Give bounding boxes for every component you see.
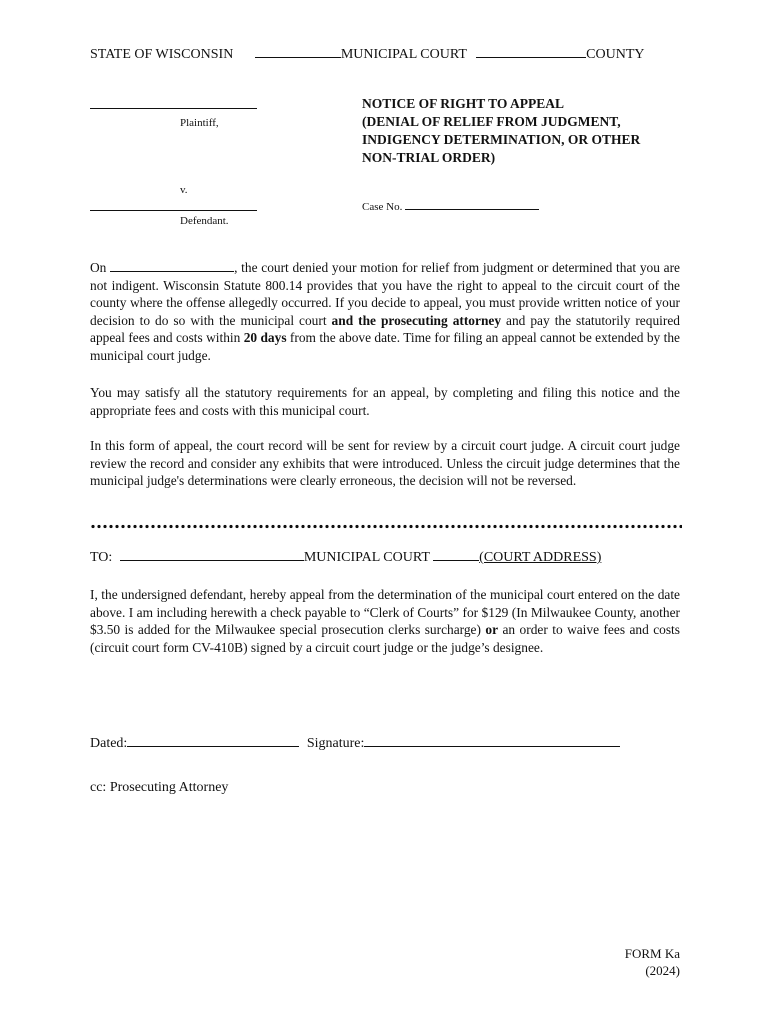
paragraph4-text-b: an order to waive fees and costs (circuit court form CV-410B) signed by a circuit court judge or the judge’s designee.	[90, 622, 680, 655]
title-line-4: NON-TRIAL ORDER)	[362, 150, 496, 165]
decision-date-blank[interactable]	[110, 271, 234, 272]
to-line	[90, 550, 601, 566]
signature-label: Signature:	[306, 736, 365, 751]
form-id: FORM Ka	[624, 946, 680, 961]
versus-label: v.	[180, 184, 188, 196]
form-footer	[625, 945, 680, 979]
defendant-label: Defendant.	[180, 215, 229, 227]
county-blank[interactable]	[476, 57, 586, 58]
court-address-blank[interactable]	[433, 560, 479, 561]
on-label: On	[90, 260, 107, 275]
dated-label: Dated:	[90, 736, 128, 751]
plaintiff-name-blank[interactable]	[90, 108, 257, 109]
paragraph4-text-a: I, the undersigned defendant, hereby appeal from the determination of the municipal court entered on the date above. I am including herewith a check payable to “Clerk of Courts” for $129 (In Milwaukee County, another $3.50 is added for the Milwaukee special prosecution clerks surcharge)	[90, 587, 680, 638]
or-emphasis: or	[485, 622, 499, 638]
signature-blank[interactable]	[364, 746, 620, 747]
paragraph1-text-a: , the court denied your motion for relief from judgment or determined that you are not indigent. Wisconsin Statute 800.14 provides that you have the right to appeal to the circuit court of the county where the offense allegedly occurred. If you decide to appeal, you must provide written notice of your decision to do so with the municipal court	[90, 260, 680, 328]
state-label: STATE OF WISCONSIN	[90, 47, 234, 62]
case-number-blank[interactable]	[405, 209, 539, 210]
cc-line: cc: Prosecuting Attorney	[90, 780, 229, 795]
case-number-label: Case No.	[362, 201, 403, 213]
to-label: TO:	[90, 550, 113, 565]
title-line-3: INDIGENCY DETERMINATION, OR OTHER	[362, 132, 641, 147]
paragraph1-text-c: from the above date. Time for filing an appeal cannot be extended by the municipal court judge.	[90, 330, 680, 363]
appeal-statement-paragraph	[90, 586, 680, 656]
prosecuting-attorney-emphasis: and the prosecuting attorney	[331, 312, 502, 328]
paragraph1-text-b: and pay the statutorily required appeal fees and costs within	[90, 312, 680, 346]
notice-title	[362, 95, 640, 167]
plaintiff-label: Plaintiff,	[180, 117, 219, 129]
dated-blank[interactable]	[127, 746, 299, 747]
municipal-court-label: MUNICIPAL COURT	[340, 47, 467, 62]
dotted-separator	[90, 524, 682, 529]
signature-row	[90, 736, 620, 752]
to-municipal-court-label: MUNICIPAL COURT	[303, 550, 430, 565]
title-line-2: (DENIAL OF RELIEF FROM JUDGMENT,	[362, 114, 621, 129]
court-address-label: (COURT ADDRESS)	[479, 550, 602, 565]
caption-header	[90, 47, 645, 63]
municipality-blank[interactable]	[255, 57, 341, 58]
case-number-row	[362, 201, 539, 213]
twenty-days-emphasis: 20 days	[243, 330, 287, 346]
to-municipality-blank[interactable]	[120, 560, 304, 561]
requirements-paragraph: You may satisfy all the statutory requirements for an appeal, by completing and filing this notice and the appropriate fees and costs with this municipal court.	[90, 385, 680, 418]
appeal-rights-paragraph	[90, 259, 680, 365]
review-paragraph: In this form of appeal, the court record will be sent for review by a circuit court judge. A circuit court judge review the record and consider any exhibits that were introduced. Unless the circuit judge determines that the municipal judge's determinations were clearly erroneous, the decision will not be reversed.	[90, 438, 680, 489]
title-line-1: NOTICE OF RIGHT TO APPEAL	[362, 96, 565, 111]
defendant-name-blank[interactable]	[90, 210, 257, 211]
county-label: COUNTY	[586, 47, 645, 62]
form-year: (2024)	[645, 963, 680, 978]
